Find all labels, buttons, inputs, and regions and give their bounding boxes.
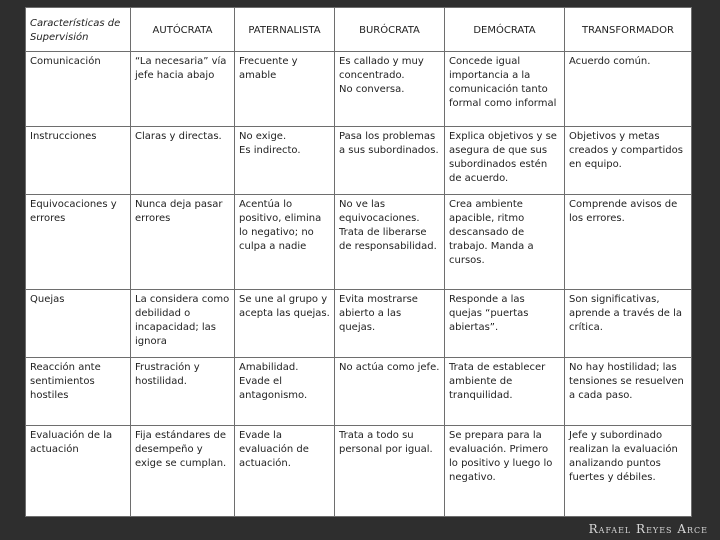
table-row-quejas — [26, 290, 692, 358]
table-cell: Pasa los problemas a sus subordinados. — [335, 127, 445, 195]
table-row-instrucciones — [26, 127, 692, 195]
header-burocrata: BURÓCRATA — [335, 8, 445, 52]
table-cell: Acuerdo común. — [565, 52, 692, 127]
table-cell: No exige. Es indirecto. — [235, 127, 335, 195]
table-row-reaccion — [26, 358, 692, 426]
table-cell: No ve las equivocaciones. Trata de liberarse de responsabilidad. — [335, 195, 445, 290]
table-cell: No actúa como jefe. — [335, 358, 445, 426]
row-label: Equivocaciones y errores — [26, 195, 131, 290]
table-row-evaluacion — [26, 426, 692, 517]
author-footer: Rafael Reyes Arce — [588, 522, 708, 536]
table-cell: Frustración y hostilidad. — [131, 358, 235, 426]
supervision-table — [25, 7, 692, 517]
table-cell: Crea ambiente apacible, ritmo descansado de trabajo. Manda a cursos. — [445, 195, 565, 290]
table-cell: Son significativas, aprende a través de la crítica. — [565, 290, 692, 358]
header-transformador: TRANSFORMADOR — [565, 8, 692, 52]
table-cell: Explica objetivos y se asegura de que sus subordinados estén de acuerdo. — [445, 127, 565, 195]
header-paternalista: PATERNALISTA — [235, 8, 335, 52]
table-cell: La considera como debilidad o incapacidad; las ignora — [131, 290, 235, 358]
table-cell: Evade la evaluación de actuación. — [235, 426, 335, 517]
row-label: Reacción ante sentimientos hostiles — [26, 358, 131, 426]
table-cell: Trata a todo su personal por igual. — [335, 426, 445, 517]
header-democrata: DEMÓCRATA — [445, 8, 565, 52]
table-cell: Claras y directas. — [131, 127, 235, 195]
table-row-comunicacion — [26, 52, 692, 127]
table-cell: Acentúa lo positivo, elimina lo negativo; no culpa a nadie — [235, 195, 335, 290]
table-cell: Comprende avisos de los errores. — [565, 195, 692, 290]
row-label: Quejas — [26, 290, 131, 358]
table-cell: Jefe y subordinado realizan la evaluación analizando puntos fuertes y débiles. — [565, 426, 692, 517]
table-row-equivocaciones — [26, 195, 692, 290]
table-cell: Responde a las quejas “puertas abiertas”. — [445, 290, 565, 358]
header-autocrata: AUTÓCRATA — [131, 8, 235, 52]
table-cell: No hay hostilidad; las tensiones se resuelven a cada paso. — [565, 358, 692, 426]
header-caracteristicas: Características de Supervisión — [26, 8, 131, 52]
table-cell: Frecuente y amable — [235, 52, 335, 127]
row-label: Comunicación — [26, 52, 131, 127]
table-cell: Se prepara para la evaluación. Primero lo positivo y luego lo negativo. — [445, 426, 565, 517]
table-cell: Es callado y muy concentrado. No conversa. — [335, 52, 445, 127]
table-cell: Se une al grupo y acepta las quejas. — [235, 290, 335, 358]
table-cell: Nunca deja pasar errores — [131, 195, 235, 290]
table-cell: Trata de establecer ambiente de tranquilidad. — [445, 358, 565, 426]
table-cell: Fija estándares de desempeño y exige se cumplan. — [131, 426, 235, 517]
table-cell: Amabilidad. Evade el antagonismo. — [235, 358, 335, 426]
table-header-row — [26, 8, 692, 52]
table-cell: “La necesaria” vía jefe hacia abajo — [131, 52, 235, 127]
table-cell: Concede igual importancia a la comunicación tanto formal como informal — [445, 52, 565, 127]
table-cell: Evita mostrarse abierto a las quejas. — [335, 290, 445, 358]
row-label: Instrucciones — [26, 127, 131, 195]
table-cell: Objetivos y metas creados y compartidos en equipo. — [565, 127, 692, 195]
row-label: Evaluación de la actuación — [26, 426, 131, 517]
